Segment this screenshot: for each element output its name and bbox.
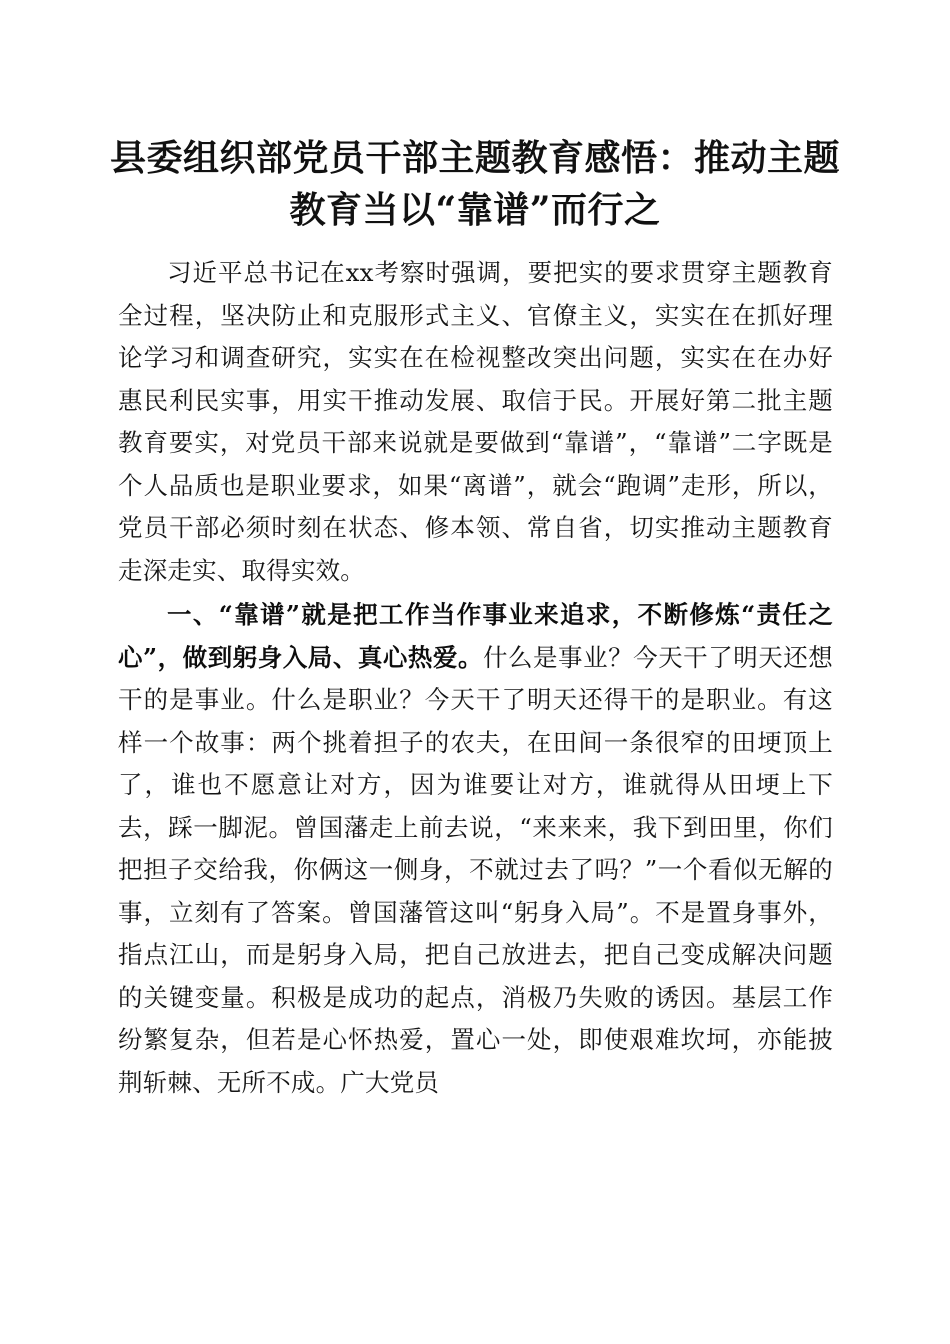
document-title xyxy=(100,132,850,236)
section-one-text: 什么是事业？今天干了明天还想干的是事业。什么是职业？今天干了明天还得干的是职业。有这样一个故事：两个挑着担子的农夫，在田间一条很窄的田埂顶上了，谁也不愿意让对方，因为谁要让对方，谁就得从田埂上下去，踩一脚泥。曾国藩走上前去说，“来来来，我下到田里，你们把担子交给我，你俩这一侧身，不就过去了吗？”一个看似无解的事，立刻有了答案。曾国藩管这叫“躬身入局”。不是置身事外，指点江山，而是躬身入局，把自己放进去，把自己变成解决问题的关键变量。积极是成功的起点，消极乃失败的诱因。基层工作纷繁复杂，但若是心怀热爱，置心一处，即使艰难坎坷，亦能披荆斩棘、无所不成。广大党员 xyxy=(118,642,833,1097)
paragraph-intro-text: 习近平总书记在xx考察时强调，要把实的要求贯穿主题教育全过程，坚决防止和克服形式主义、官僚主义，实实在在抓好理论学习和调查研究，实实在在检视整改突出问题，实实在在办好惠民利民实事，用实干推动发展、取信于民。开展好第二批主题教育要实，对党员干部来说就是要做到“靠谱”，“靠谱”二字既是个人品质也是职业要求，如果“离谱”，就会“跑调”走形，所以，党员干部必须时刻在状态、修本领、常自省，切实推动主题教育走深走实、取得实效。 xyxy=(118,258,833,585)
section-one-heading: 一、“靠谱”就是把工作当作事业来追求，不断修炼“责任之心”，做到躬身入局、真心热爱。 xyxy=(118,600,833,672)
title-line-1: 县委组织部党员干部主题教育感悟：推动主题 xyxy=(109,137,840,179)
paragraph-intro xyxy=(118,252,833,592)
document-body xyxy=(118,252,833,1104)
title-line-2: 教育当以“靠谱”而行之 xyxy=(289,189,661,231)
paragraph-section-one xyxy=(118,594,833,1104)
